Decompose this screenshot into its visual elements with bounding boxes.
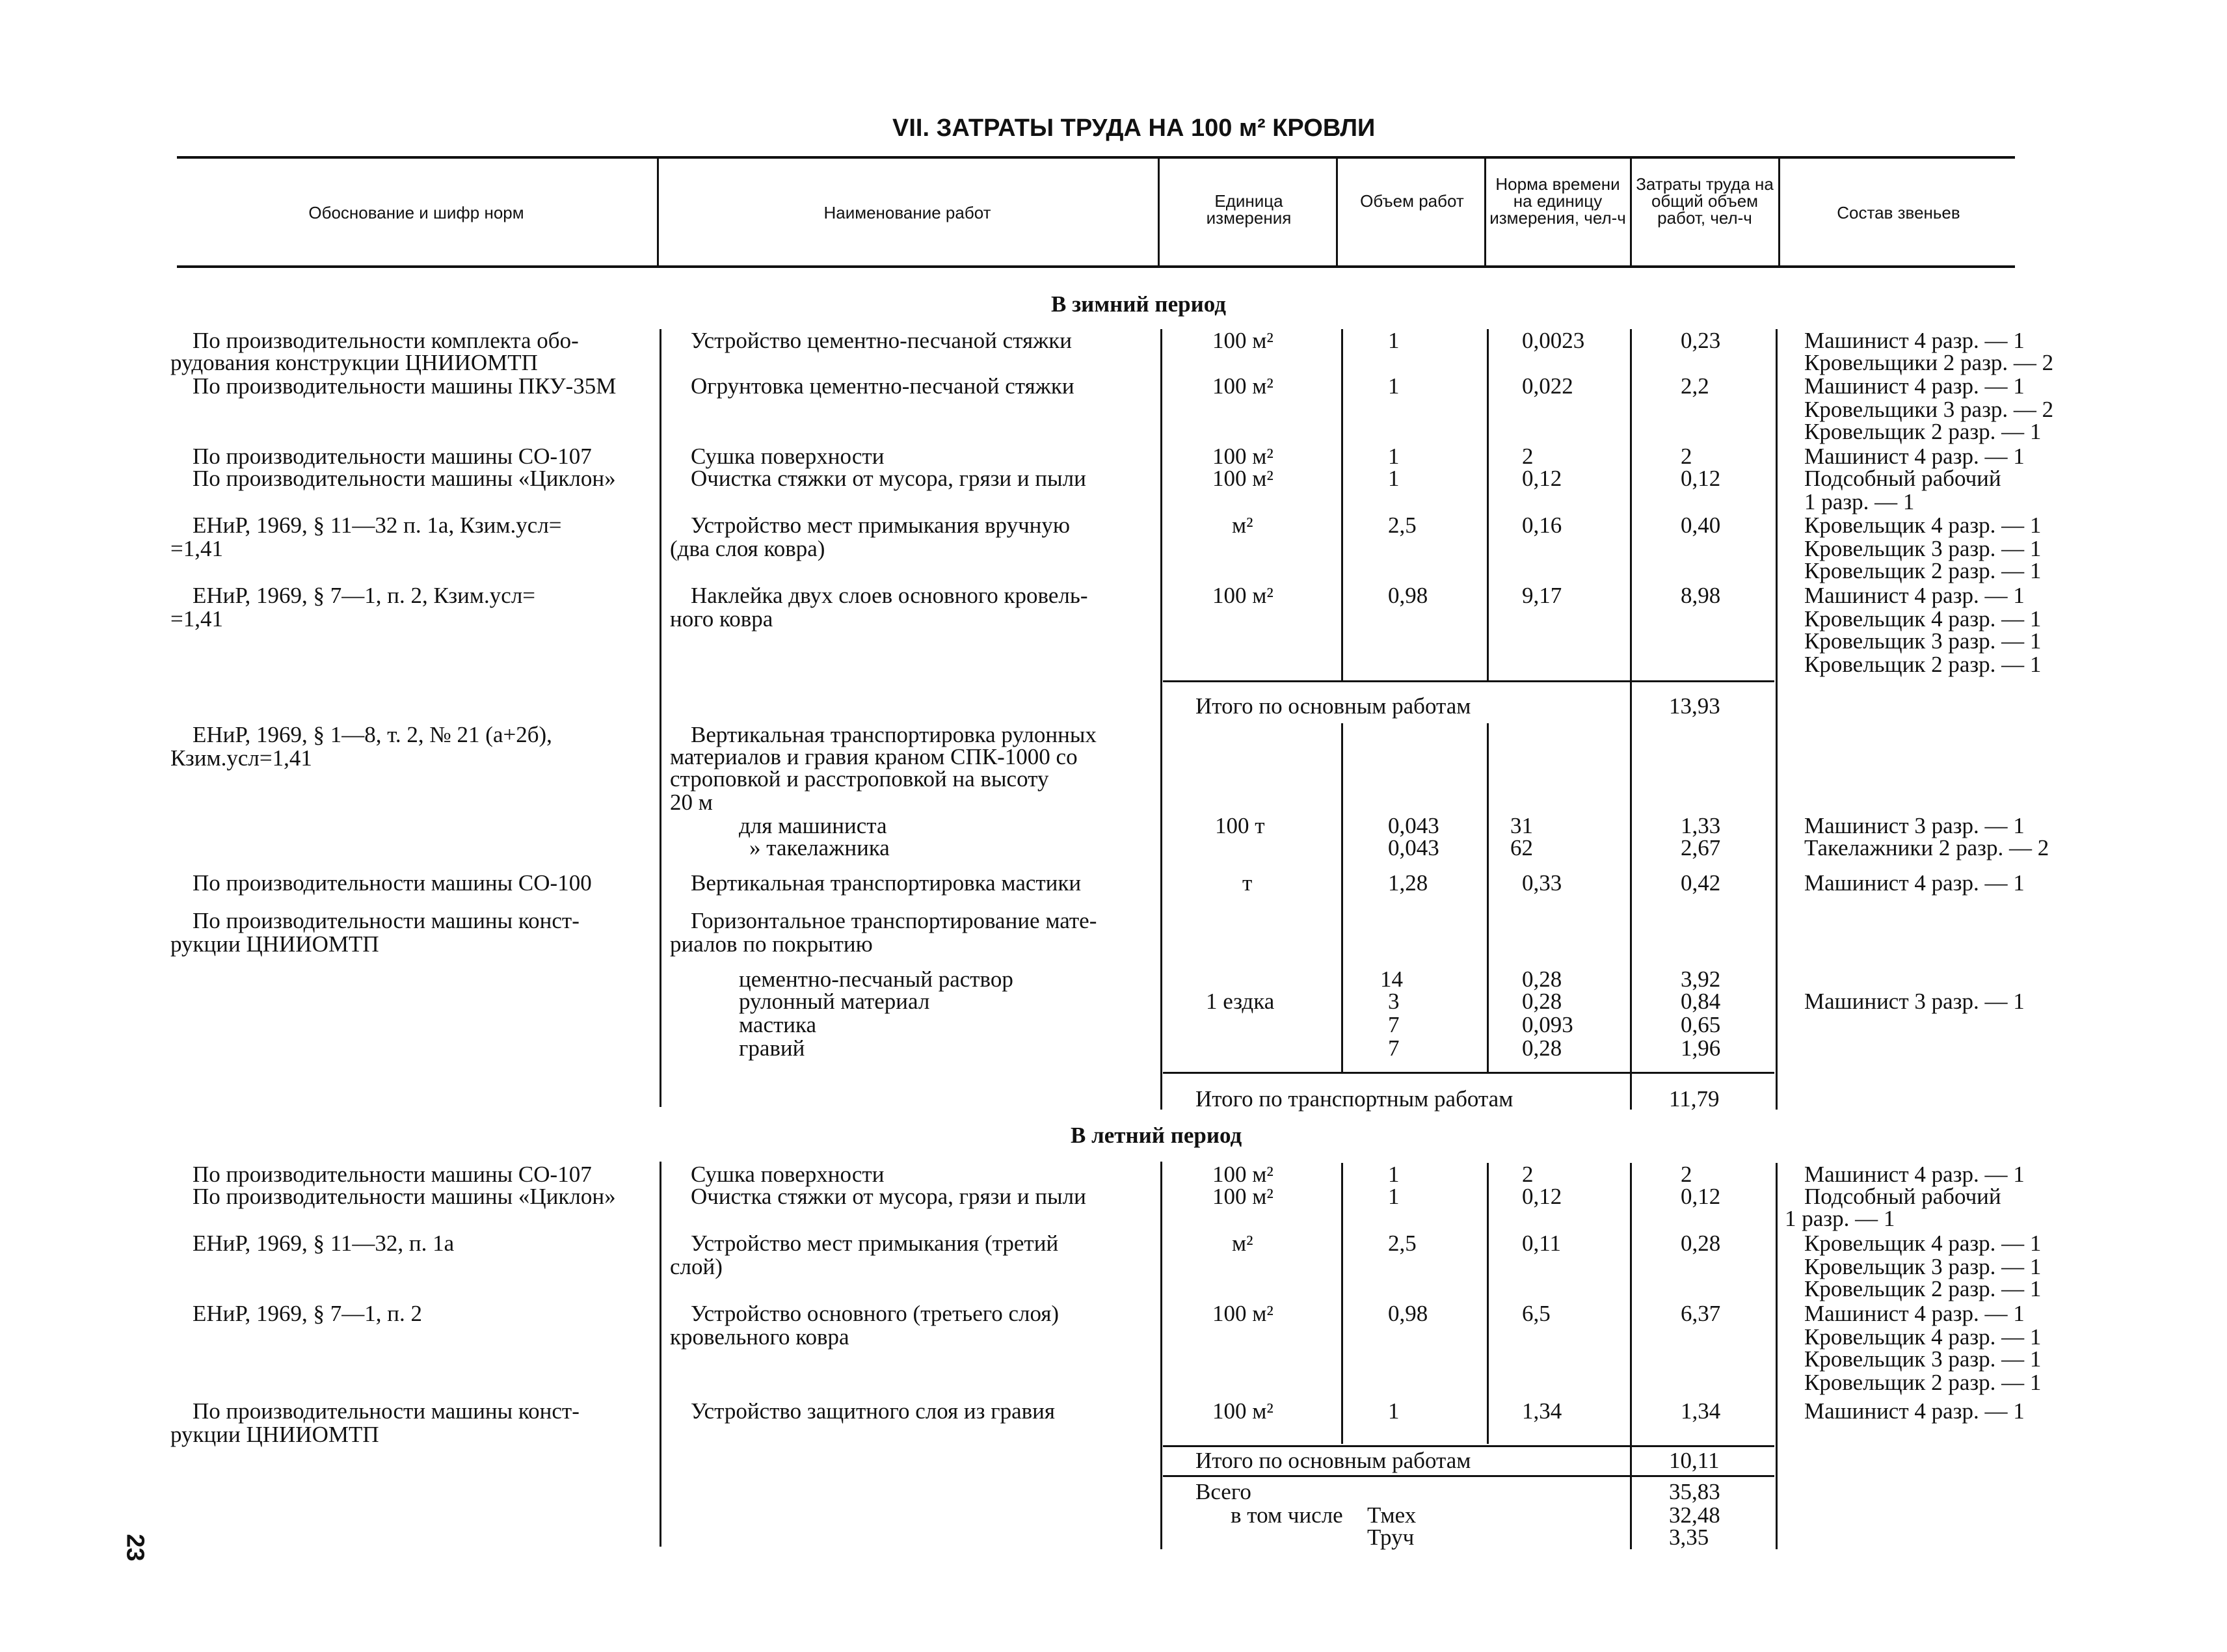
w9-volume-2: 3 [1388,989,1400,1014]
w9-crew: Машинист 3 разр. — 1 [1804,989,2025,1014]
summer-grand-total-label: Всего [1195,1479,1251,1504]
w3-volume: 1 [1388,444,1400,469]
w5-crew-1: Кровельщик 4 разр. — 1 [1804,513,2042,538]
w6-work-2: ного ковра [670,606,773,632]
summer-incl-label: в том числе [1231,1502,1343,1528]
body-sep-unit-1 [1341,329,1343,680]
body-sep-vol-3 [1487,1163,1489,1444]
w1-unit: 100 м² [1212,328,1274,353]
summer-subtotal-main-label: Итого по основным работам [1195,1448,1471,1473]
w1-basis-2: рудования конструкции ЦНИИОМТП [170,350,538,375]
w2-volume: 1 [1388,373,1400,399]
w9-total-1: 3,92 [1681,966,1721,992]
w9-item-2: рулонный материал [739,989,930,1014]
w7-sub-2: » такелажника [749,835,890,860]
s3-crew-3: Кровельщик 2 разр. — 1 [1804,1276,2042,1301]
col-header-work: Наименование работ [823,203,991,222]
w1-volume: 1 [1388,328,1400,353]
w6-total: 8,98 [1681,583,1721,608]
s2-total: 0,12 [1681,1184,1721,1209]
s1-norm: 2 [1522,1162,1534,1187]
w2-basis: По производительности машины ПКУ-35М [193,373,617,399]
summer-t-manual-value: 3,35 [1669,1525,1709,1550]
winter-heading: В зимний период [1051,291,1226,317]
s3-unit: м² [1232,1231,1253,1256]
w5-crew-2: Кровельщик 3 разр. — 1 [1804,536,2042,561]
s1-total: 2 [1681,1162,1692,1187]
s3-crew-1: Кровельщик 4 разр. — 1 [1804,1231,2042,1256]
s3-crew-2: Кровельщик 3 разр. — 1 [1804,1254,2042,1279]
body-sep-work-summer [1160,1162,1162,1549]
w4-volume: 1 [1388,466,1400,491]
col-header-volume: Объем работ [1360,191,1464,211]
s5-volume: 1 [1388,1398,1400,1424]
s4-unit: 100 м² [1212,1301,1274,1326]
w8-unit: т [1242,870,1253,896]
s3-work-1: Устройство мест примыкания (третий [691,1231,1059,1256]
w8-norm: 0,33 [1522,870,1562,896]
w9-unit: 1 ездка [1206,989,1275,1014]
s1-work: Сушка поверхности [691,1162,885,1187]
s3-volume: 2,5 [1388,1231,1417,1256]
summer-heading: В летний период [1071,1123,1242,1148]
w9-item-1: цементно-песчаный раствор [739,966,1013,992]
w3-total: 2 [1681,444,1692,469]
w8-total: 0,42 [1681,870,1721,896]
w1-total: 0,23 [1681,328,1721,353]
w2-work: Огрунтовка цементно-песчаной стяжки [691,373,1074,399]
s3-norm: 0,11 [1522,1231,1561,1256]
w7-total-1: 1,33 [1681,813,1721,838]
w6-volume: 0,98 [1388,583,1428,608]
w7-unit: 100 т [1215,813,1265,838]
w5-work-1: Устройство мест примыкания вручную [691,513,1071,538]
w8-volume: 1,28 [1388,870,1428,896]
s2-norm: 0,12 [1522,1184,1562,1209]
summer-subtotal-main-value: 10,11 [1669,1448,1720,1473]
w4-crew-2: 1 разр. — 1 [1804,489,1915,514]
w8-basis: По производительности машины СО-100 [193,870,592,896]
w7-crew-2: Такелажники 2 разр. — 2 [1804,835,2049,860]
winter-subtotal-transport-value: 11,79 [1669,1086,1720,1112]
s4-work-1: Устройство основного (третьего слоя) [691,1301,1060,1326]
header-sep-4 [1484,159,1486,265]
s4-volume: 0,98 [1388,1301,1428,1326]
body-sep-vol-1 [1487,329,1489,680]
winter-subtotal-main-label: Итого по основным работам [1195,693,1471,719]
w7-basis-1: ЕНиР, 1969, § 1—8, т. 2, № 21 (а+2б), [193,722,552,747]
s4-crew-4: Кровельщик 2 разр. — 1 [1804,1370,2042,1395]
w9-norm-2: 0,28 [1522,989,1562,1014]
s5-total: 1,34 [1681,1398,1721,1424]
w6-unit: 100 м² [1212,583,1274,608]
s2-basis: По производительности машины «Циклон» [193,1184,616,1209]
summer-grand-total-value: 35,83 [1669,1479,1720,1504]
w4-total: 0,12 [1681,466,1721,491]
s1-crew: Машинист 4 разр. — 1 [1804,1162,2025,1187]
w7-crew-1: Машинист 3 разр. — 1 [1804,813,2025,838]
s4-work-2: кровельного ковра [670,1324,849,1350]
w2-crew-2: Кровельщики 3 разр. — 2 [1804,397,2054,422]
w3-unit: 100 м² [1212,444,1274,469]
s1-volume: 1 [1388,1162,1400,1187]
s5-basis-2: рукции ЦНИИОМТП [170,1422,379,1447]
w9-total-3: 0,65 [1681,1012,1721,1037]
w9-work-1: Горизонтальное транспортирование мате- [691,908,1097,933]
w3-work: Сушка поверхности [691,444,885,469]
col-header-basis: Обоснование и шифр норм [308,203,524,222]
w1-crew-1: Машинист 4 разр. — 1 [1804,328,2025,353]
w7-norm-2: 62 [1510,835,1533,860]
s3-basis: ЕНиР, 1969, § 11—32, п. 1а [193,1231,455,1256]
w5-work-2: (два слоя ковра) [670,536,825,561]
header-sep-6 [1778,159,1780,265]
w2-total: 2,2 [1681,373,1709,399]
w9-total-4: 1,96 [1681,1035,1721,1061]
w4-norm: 0,12 [1522,466,1562,491]
body-sep-norm-1 [1630,329,1632,1110]
w3-norm: 2 [1522,444,1534,469]
s5-norm: 1,34 [1522,1398,1562,1424]
w6-crew-4: Кровельщик 2 разр. — 1 [1804,652,2042,677]
s4-norm: 6,5 [1522,1301,1551,1326]
body-sep-unit-3 [1341,1163,1343,1444]
w2-crew-1: Машинист 4 разр. — 1 [1804,373,2025,399]
header-bottom-rule [177,265,2015,268]
w6-basis-1: ЕНиР, 1969, § 7—1, п. 2, Кзим.усл= [193,583,536,608]
page-number: 23 [121,1534,149,1562]
w6-work-1: Наклейка двух слоев основного кровель- [691,583,1088,608]
w7-work-2: материалов и гравия краном СПК-1000 со [670,744,1078,769]
w7-work-1: Вертикальная транспортировка рулонных [691,722,1097,747]
header-sep-5 [1630,159,1632,265]
s5-unit: 100 м² [1212,1398,1274,1424]
transport-subtotal-rule [1163,1072,1774,1074]
w9-basis-1: По производительности машины конст- [193,908,580,933]
w7-volume-1: 0,043 [1388,813,1439,838]
summer-total-rule [1163,1475,1774,1477]
summer-subtotal-rule [1163,1445,1774,1447]
w5-volume: 2,5 [1388,513,1417,538]
body-sep-basis [660,329,661,1107]
w9-volume-3: 7 [1388,1012,1400,1037]
winter-subtotal-rule [1163,680,1774,682]
w7-norm-1: 31 [1510,813,1533,838]
w8-crew: Машинист 4 разр. — 1 [1804,870,2025,896]
page-title: VII. ЗАТРАТЫ ТРУДА НА 100 м² КРОВЛИ [892,114,1376,142]
s4-crew-2: Кровельщик 4 разр. — 1 [1804,1324,2042,1350]
s2-crew-1: Подсобный рабочий [1804,1184,2001,1209]
s3-work-2: слой) [670,1254,723,1279]
w5-total: 0,40 [1681,513,1721,538]
w9-volume-1: 14 [1380,966,1403,992]
body-sep-total-2 [1776,1163,1778,1549]
body-sep-vol-2 [1487,723,1489,1072]
w3-crew: Машинист 4 разр. — 1 [1804,444,2025,469]
winter-subtotal-transport-label: Итого по транспортным работам [1195,1086,1514,1112]
winter-subtotal-main-value: 13,93 [1669,693,1720,719]
w9-basis-2: рукции ЦНИИОМТП [170,931,379,957]
w6-basis-2: =1,41 [170,606,223,632]
w4-unit: 100 м² [1212,466,1274,491]
w5-basis-2: =1,41 [170,536,223,561]
s3-total: 0,28 [1681,1231,1721,1256]
w9-item-4: гравий [739,1035,805,1061]
s1-basis: По производительности машины СО-107 [193,1162,592,1187]
w9-work-2: риалов по покрытию [670,931,873,957]
header-top-rule [177,156,2015,159]
w2-crew-3: Кровельщик 2 разр. — 1 [1804,419,2042,444]
s5-work: Устройство защитного слоя из гравия [691,1398,1055,1424]
w6-norm: 9,17 [1522,583,1562,608]
s2-volume: 1 [1388,1184,1400,1209]
header-sep-3 [1336,159,1338,265]
col-header-crew: Состав звеньев [1837,203,1960,222]
summer-t-mech-label: Тмех [1367,1502,1417,1528]
s1-unit: 100 м² [1212,1162,1274,1187]
w9-total-2: 0,84 [1681,989,1721,1014]
w7-total-2: 2,67 [1681,835,1721,860]
w6-crew-2: Кровельщик 4 разр. — 1 [1804,606,2042,632]
s2-crew-2: 1 разр. — 1 [1785,1206,1895,1231]
w9-item-3: мастика [739,1012,817,1037]
s2-work: Очистка стяжки от мусора, грязи и пыли [691,1184,1086,1209]
w7-sub-1: для машиниста [739,813,887,838]
w5-unit: м² [1232,513,1253,538]
w2-norm: 0,022 [1522,373,1573,399]
w6-crew-1: Машинист 4 разр. — 1 [1804,583,2025,608]
w7-work-4: 20 м [670,790,713,815]
w8-work: Вертикальная транспортировка мастики [691,870,1082,896]
s5-crew: Машинист 4 разр. — 1 [1804,1398,2025,1424]
w7-basis-2: Кзим.усл=1,41 [170,745,312,771]
s4-basis: ЕНиР, 1969, § 7—1, п. 2 [193,1301,422,1326]
w1-work: Устройство цементно-песчаной стяжки [691,328,1072,353]
s2-unit: 100 м² [1212,1184,1274,1209]
body-sep-work [1160,329,1162,1110]
w7-volume-2: 0,043 [1388,835,1439,860]
w5-basis-1: ЕНиР, 1969, § 11—32 п. 1а, Кзим.усл= [193,513,562,538]
body-sep-basis-summer [660,1162,661,1547]
w2-unit: 100 м² [1212,373,1274,399]
col-header-total: Затраты труда на общий объем работ, чел-ч [1636,174,1774,228]
w5-norm: 0,16 [1522,513,1562,538]
body-sep-total-1 [1776,329,1778,1110]
w5-crew-3: Кровельщик 2 разр. — 1 [1804,558,2042,583]
s4-crew-3: Кровельщик 3 разр. — 1 [1804,1346,2042,1372]
col-header-unit: Единица измерения [1206,191,1292,228]
body-sep-unit-2 [1341,723,1343,1072]
w1-crew-2: Кровельщики 2 разр. — 2 [1804,350,2054,375]
w4-crew-1: Подсобный рабочий [1804,466,2001,491]
w3-basis: По производительности машины СО-107 [193,444,592,469]
w4-work: Очистка стяжки от мусора, грязи и пыли [691,466,1086,491]
w1-norm: 0,0023 [1522,328,1585,353]
w9-norm-4: 0,28 [1522,1035,1562,1061]
w1-basis-1: По производительности комплекта обо- [193,328,579,353]
s5-basis-1: По производительности машины конст- [193,1398,580,1424]
body-sep-norm-2 [1630,1163,1632,1549]
w9-volume-4: 7 [1388,1035,1400,1061]
header-sep-2 [1158,159,1160,265]
s4-total: 6,37 [1681,1301,1721,1326]
w7-work-3: строповкой и расстроповкой на высоту [670,766,1049,792]
s4-crew-1: Машинист 4 разр. — 1 [1804,1301,2025,1326]
summer-t-mech-value: 32,48 [1669,1502,1720,1528]
summer-t-manual-label: Труч [1367,1525,1415,1550]
w9-norm-1: 0,28 [1522,966,1562,992]
w9-norm-3: 0,093 [1522,1012,1573,1037]
w6-crew-3: Кровельщик 3 разр. — 1 [1804,628,2042,654]
w4-basis: По производительности машины «Циклон» [193,466,616,491]
col-header-norm: Норма времени на единицу измерения, чел-ч [1489,174,1626,228]
